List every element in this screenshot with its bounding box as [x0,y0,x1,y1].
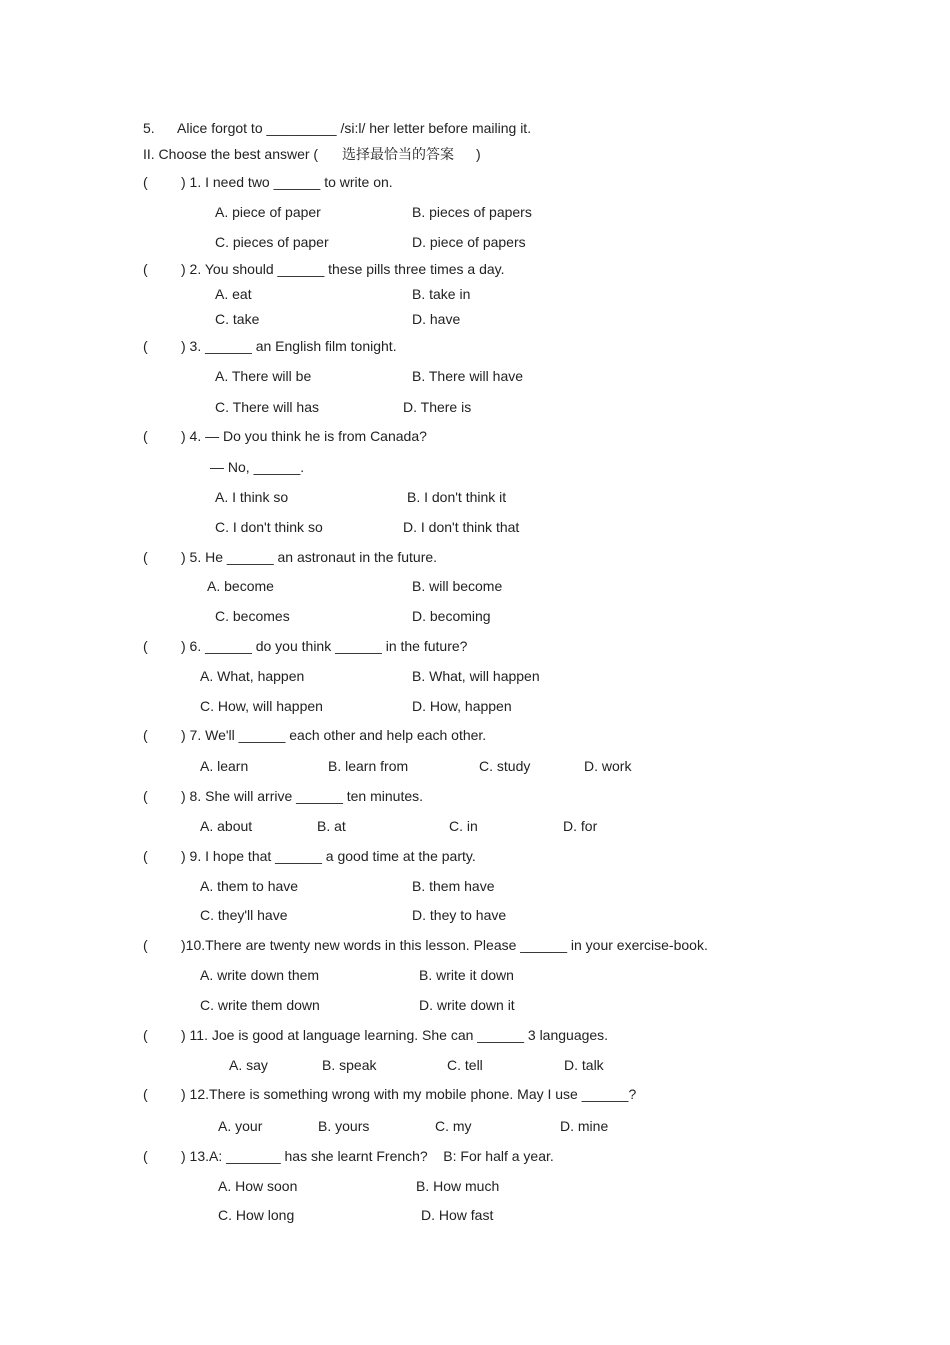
answer-bracket[interactable]: ( [143,549,148,565]
answer-bracket[interactable]: ( [143,727,148,743]
answer-bracket[interactable]: ( [143,1086,148,1102]
option-d: D. I don't think that [403,519,520,535]
question-prompt: ) 13.A: _______ has she learnt French? B: For half a year. [181,1148,554,1164]
question-prompt: ) 11. Joe is good at language learning. She can ______ 3 languages. [181,1027,609,1043]
option-a: A. your [218,1118,263,1134]
option-b: B. at [317,818,346,834]
answer-bracket[interactable]: ( [143,937,148,953]
answer-bracket[interactable]: ( [143,174,148,190]
option-d: D. becoming [412,608,491,624]
option-d: D. work [584,758,632,774]
option-a: A. become [207,578,274,594]
option-c: C. tell [447,1057,483,1073]
question-prompt: ) 12.There is something wrong with my mobile phone. May I use ______? [181,1086,637,1102]
answer-bracket[interactable]: ( [143,848,148,864]
question-prompt: ) 4. — Do you think he is from Canada? [181,428,427,444]
option-b: B. write it down [419,967,514,983]
option-d: D. for [563,818,598,834]
option-c: C. I don't think so [215,519,323,535]
question-prompt: ) 7. We'll ______ each other and help each other. [181,727,487,743]
option-a: A. them to have [200,878,299,894]
question-prompt: ) 9. I hope that ______ a good time at the party. [181,848,476,864]
item-number: 5. [143,120,155,136]
option-b: B. take in [412,286,471,302]
option-d: D. There is [403,399,472,415]
option-c: C. There will has [215,399,320,415]
option-a: A. write down them [200,967,320,983]
item-5-text: Alice forgot to _________ /si:l/ her letter before mailing it. [177,120,532,136]
option-a: A. There will be [215,368,312,384]
option-a: A. I think so [215,489,289,505]
option-c: C. becomes [215,608,290,624]
option-a: A. say [229,1057,268,1073]
option-b: B. will become [412,578,503,594]
option-d: D. write down it [419,997,515,1013]
answer-bracket[interactable]: ( [143,261,148,277]
question-prompt: ) 3. ______ an English film tonight. [181,338,397,354]
option-d: D. mine [560,1118,609,1134]
option-c: C. How long [218,1207,295,1223]
question-prompt: ) 1. I need two ______ to write on. [181,174,393,190]
option-d: D. have [412,311,461,327]
option-c: C. study [479,758,531,774]
option-c: C. How, will happen [200,698,323,714]
answer-bracket[interactable]: ( [143,338,148,354]
question-prompt: ) 6. ______ do you think ______ in the future? [181,638,468,654]
option-a: A. about [200,818,253,834]
answer-bracket[interactable]: ( [143,428,148,444]
option-b: B. There will have [412,368,524,384]
option-b: B. them have [412,878,495,894]
option-c: C. take [215,311,260,327]
question-reply: — No, ______. [210,459,305,475]
option-c: C. write them down [200,997,320,1013]
option-c: C. in [449,818,478,834]
answer-bracket[interactable]: ( [143,638,148,654]
option-d: D. piece of papers [412,234,526,250]
option-b: B. I don't think it [407,489,507,505]
option-a: A. What, happen [200,668,305,684]
question-prompt: ) 5. He ______ an astronaut in the future. [181,549,438,565]
option-a: A. How soon [218,1178,298,1194]
option-c: C. my [435,1118,472,1134]
option-a: A. eat [215,286,252,302]
option-b: B. speak [322,1057,377,1073]
answer-bracket[interactable]: ( [143,1027,148,1043]
option-b: B. yours [318,1118,370,1134]
option-d: D. How fast [421,1207,494,1223]
option-b: B. learn from [328,758,409,774]
section-heading-cn: 选择最恰当的答案 [342,146,454,162]
question-prompt: ) 2. You should ______ these pills three times a day. [181,261,505,277]
section-heading-close: ) [476,146,481,162]
option-b: B. pieces of papers [412,204,532,220]
option-b: B. How much [416,1178,500,1194]
option-d: D. How, happen [412,698,512,714]
question-prompt: )10.There are twenty new words in this lesson. Please ______ in your exercise-book. [181,937,708,953]
option-b: B. What, will happen [412,668,540,684]
answer-bracket[interactable]: ( [143,788,148,804]
option-a: A. piece of paper [215,204,321,220]
answer-bracket[interactable]: ( [143,1148,148,1164]
option-a: A. learn [200,758,249,774]
section-heading: II. Choose the best answer ( [143,146,319,162]
option-c: C. pieces of paper [215,234,329,250]
option-c: C. they'll have [200,907,288,923]
question-prompt: ) 8. She will arrive ______ ten minutes. [181,788,424,804]
option-d: D. they to have [412,907,507,923]
option-d: D. talk [564,1057,604,1073]
